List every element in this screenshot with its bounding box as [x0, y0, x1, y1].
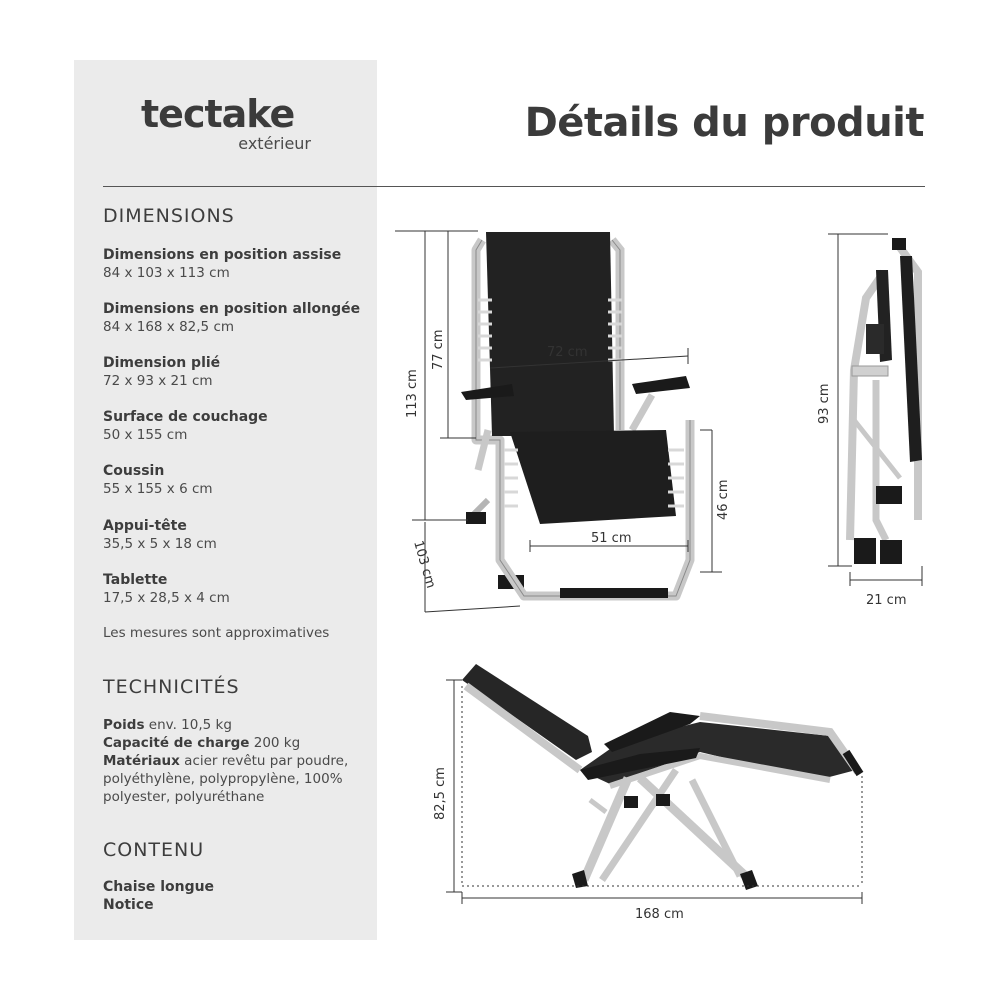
dim-label: Coussin — [103, 463, 165, 479]
dim-label: Tablette — [103, 572, 168, 588]
dim-value: 84 x 168 x 82,5 cm — [103, 319, 235, 335]
dim-label-depth: 103 cm — [410, 538, 439, 590]
dim-label-reclined-height: 82,5 cm — [433, 767, 448, 820]
contents-item: Chaise longue — [103, 879, 215, 895]
seated-chair-illustration — [395, 231, 731, 612]
dim-value: 55 x 155 x 6 cm — [103, 481, 213, 497]
dim-label-width-top: 72 cm — [547, 345, 588, 360]
dim-label: Appui-tête — [103, 518, 187, 534]
materials-value: acier revêtu par poudre, polyéthylène, polypropylène, 100% polyester, polyuréthane — [103, 753, 349, 805]
materials-label: Matériaux — [103, 753, 180, 769]
contents-item: Notice — [103, 897, 154, 913]
dim-label-folded-height: 93 cm — [817, 383, 832, 424]
reclined-chair-illustration — [433, 664, 862, 922]
weight-label: Poids — [103, 717, 145, 733]
dim-label-seat-height: 46 cm — [716, 479, 731, 520]
dim-label-folded-depth: 21 cm — [866, 593, 907, 608]
capacity-value: 200 kg — [253, 735, 301, 751]
brand-name: tectake — [141, 92, 295, 136]
technical-heading: TECHNICITÉS — [103, 676, 240, 698]
dim-value: 72 x 93 x 21 cm — [103, 373, 213, 389]
dim-label: Dimensions en position assise — [103, 247, 342, 263]
brand-subtitle: extérieur — [238, 134, 311, 153]
dim-value: 17,5 x 28,5 x 4 cm — [103, 590, 230, 606]
dimensions-heading: DIMENSIONS — [103, 205, 235, 227]
contents-heading: CONTENU — [103, 839, 205, 861]
dim-label: Dimension plié — [103, 355, 221, 371]
page-title: Détails du produit — [524, 100, 924, 146]
dim-label-reclined-length: 168 cm — [635, 907, 684, 922]
weight-value: env. 10,5 kg — [148, 717, 232, 733]
dim-label: Dimensions en position allongée — [103, 301, 361, 317]
dim-label-backrest: 77 cm — [431, 329, 446, 370]
dim-label-height: 113 cm — [405, 369, 420, 418]
measurement-note: Les mesures sont approximatives — [103, 625, 330, 641]
folded-chair-illustration — [817, 234, 922, 608]
dim-value: 50 x 155 cm — [103, 427, 188, 443]
dim-value: 84 x 103 x 113 cm — [103, 265, 230, 281]
dim-value: 35,5 x 5 x 18 cm — [103, 536, 217, 552]
dim-label: Surface de couchage — [103, 409, 268, 425]
dim-label-width-bottom: 51 cm — [591, 531, 632, 546]
capacity-label: Capacité de charge — [103, 735, 250, 751]
